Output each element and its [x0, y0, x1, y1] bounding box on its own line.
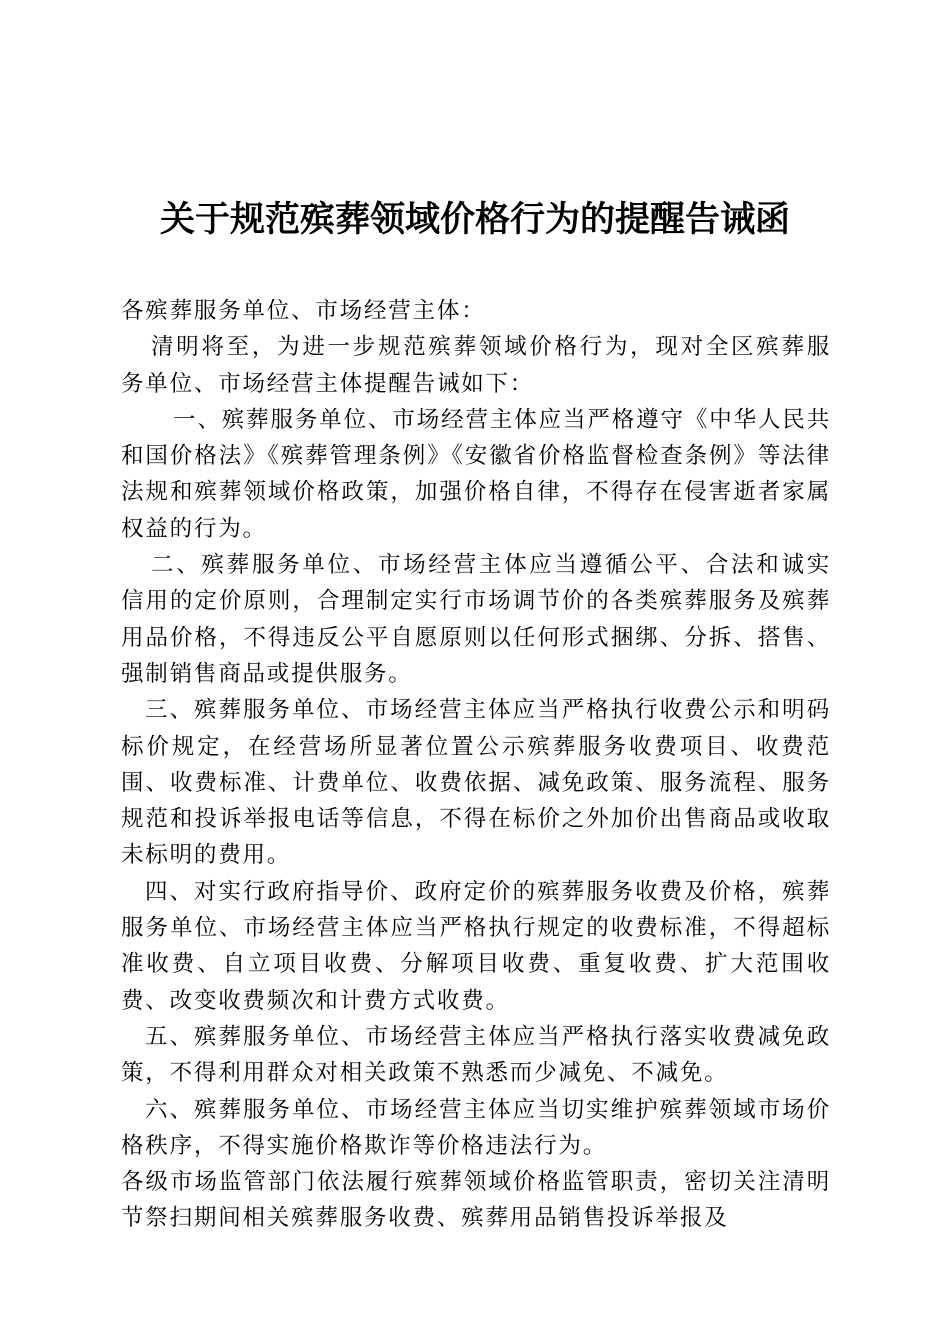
- document-body: [121, 293, 831, 1237]
- document-title: 关于规范殡葬领域价格行为的提醒告诫函: [159, 199, 790, 240]
- closing-paragraph: 各级市场监管部门依法履行殡葬领域价格监管职责，密切关注清明节祭扫期间相关殡葬服务收费、殡葬用品销售投诉举报及: [121, 1169, 831, 1232]
- item-paragraph-1: 一、殡葬服务单位、市场经营主体应当严格遵守《中华人民共和国价格法》《殡葬管理条例》《安徽省价格监督检查条例》等法律法规和殡葬领域价格政策，加强价格自律，不得存在侵害逝者家属权益的行为。: [121, 406, 831, 542]
- intro-paragraph: 清明将至，为进一步规范殡葬领域价格行为，现对全区殡葬服务单位、市场经营主体提醒告诫如下：: [121, 334, 831, 397]
- item-paragraph-4: 四、对实行政府指导价、政府定价的殡葬服务收费及价格，殡葬服务单位、市场经营主体应当严格执行规定的收费标准，不得超标准收费、自立项目收费、分解项目收费、重复收费、扩大范围收费、改变收费频次和计费方式收费。: [121, 878, 831, 1014]
- item-paragraph-2: 二、殡葬服务单位、市场经营主体应当遵循公平、合法和诚实信用的定价原则，合理制定实行市场调节价的各类殡葬服务及殡葬用品价格，不得违反公平自愿原则以任何形式捆绑、分拆、搭售、强制销售商品或提供服务。: [121, 552, 831, 687]
- item-paragraph-3: 三、殡葬服务单位、市场经营主体应当严格执行收费公示和明码标价规定，在经营场所显著位置公示殡葬服务收费项目、收费范围、收费标准、计费单位、收费依据、减免政策、服务流程、服务规范和投诉举报电话等信息，不得在标价之外加价出售商品或收取未标明的费用。: [121, 697, 831, 869]
- item-paragraph-6: 六、殡葬服务单位、市场经营主体应当切实维护殡葬领域市场价格秩序，不得实施价格欺诈等价格违法行为。: [121, 1096, 831, 1159]
- item-paragraph-5: 五、殡葬服务单位、市场经营主体应当严格执行落实收费减免政策，不得利用群众对相关政策不熟悉而少减免、不减免。: [121, 1023, 831, 1087]
- salutation: 各殡葬服务单位、市场经营主体：: [121, 298, 486, 324]
